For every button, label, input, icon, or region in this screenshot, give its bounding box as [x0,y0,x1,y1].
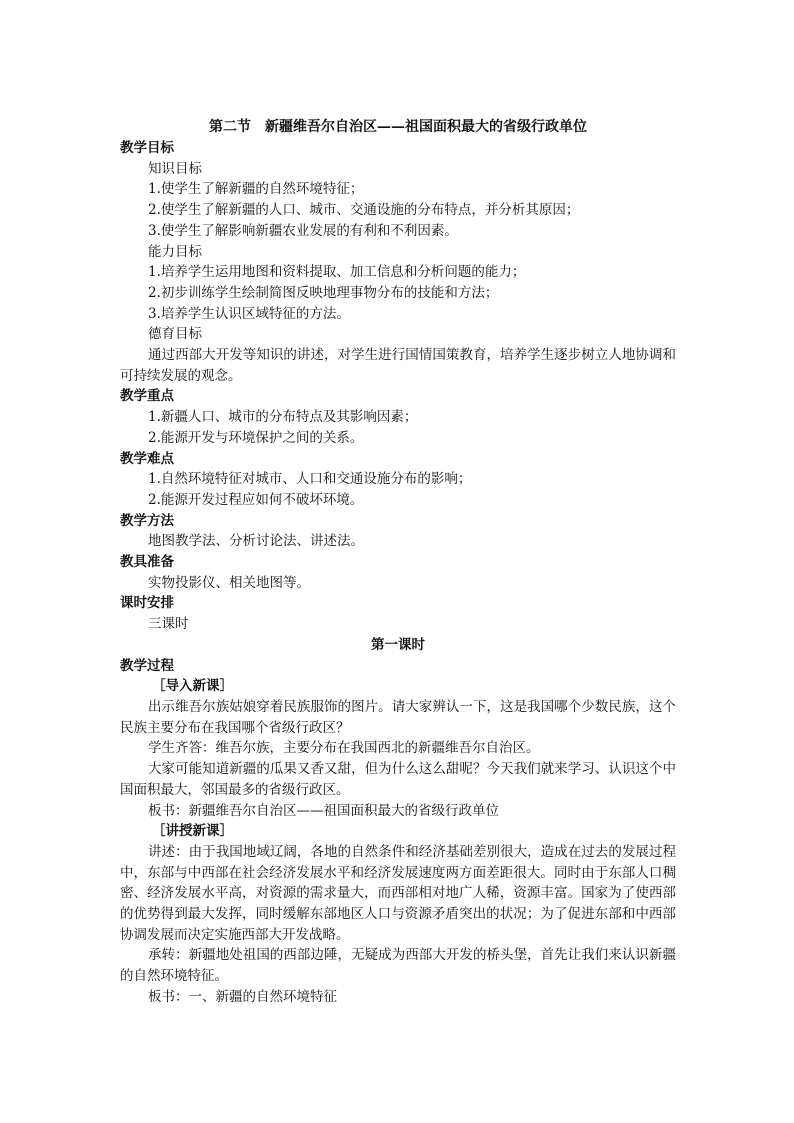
difficulty-item: 2.能源开发过程应如何不破坏环境。 [148,491,364,508]
heading-difficulties: 教学难点 [120,450,174,467]
intro-label: ［导入新课］ [152,678,233,695]
intro-paragraph: 出示维吾尔族姑娘穿着民族服饰的图片。请大家辨认一下，这是我国哪个少数民族，这个民族主要分布在我国哪个省级行政区？ [120,698,676,736]
difficulty-item: 1.自然环境特征对城市、人口和交通设施分布的影响； [148,471,472,488]
knowledge-goal-item: 2.使学生了解新疆的人口、城市、交通设施的分布特点，并分析其原因； [148,202,580,219]
subheading-knowledge-goals: 知识目标 [148,160,202,177]
key-point-item: 2.能源开发与环境保护之间的关系。 [148,429,364,446]
heading-methods: 教学方法 [120,512,174,529]
subheading-ability-goals: 能力目标 [148,243,202,260]
intro-paragraph: 大家可能知道新疆的瓜果又香又甜，但为什么这么甜呢？今天我们就来学习、认识这个中国面积最大，邻国最多的省级行政区。 [120,761,676,798]
lesson-one-heading: 第一课时 [371,636,425,653]
moral-goal-text: 通过西部大开发等知识的讲述，对学生进行国情国策教育，培养学生逐步树立人地协调和可持续发展的观念。 [120,347,676,384]
knowledge-goal-item: 1.使学生了解新疆的自然环境特征； [148,181,364,198]
subheading-moral-goals: 德育目标 [148,326,202,343]
schedule-text: 三课时 [148,616,189,633]
heading-teaching-process: 教学过程 [120,657,174,674]
knowledge-goal-item: 3.使学生了解影响新疆农业发展的有利和不利因素。 [148,222,458,239]
heading-teaching-goals: 教学目标 [120,140,174,156]
heading-key-points: 教学重点 [120,388,174,405]
new-lesson-paragraph: 承转：新疆地处祖国的西部边陲，无疑成为西部大开发的桥头堡，首先让我们来认识新疆的自然环境特征。 [120,947,676,985]
ability-goal-item: 1.培养学生运用地图和资料提取、加工信息和分析问题的能力； [148,264,526,281]
ability-goal-item: 2.初步训练学生绘制简图反映地理事物分布的技能和方法； [148,284,499,301]
intro-paragraph: 板书：新疆维吾尔自治区——祖国面积最大的省级行政单位 [148,802,499,819]
ability-goal-item: 3.培养学生认识区域特征的方法。 [148,305,350,322]
document-title: 第二节 新疆维吾尔自治区——祖国面积最大的省级行政单位 [209,119,587,135]
tools-text: 实物投影仪、相关地图等。 [148,574,310,591]
heading-schedule: 课时安排 [120,595,174,612]
intro-paragraph: 学生齐答：维吾尔族，主要分布在我国西北的新疆维吾尔自治区。 [148,740,540,757]
new-lesson-label: ［讲授新课］ [152,823,233,840]
key-point-item: 1.新疆人口、城市的分布特点及其影响因素； [148,409,418,426]
document-page [120,117,676,1008]
new-lesson-paragraph: 讲述：由于我国地域辽阔，各地的自然条件和经济基础差别很大，造成在过去的发展过程中，东部与中西部在社会经济发展水平和经济发展速度两方面差距很大。同时由于东部人口稠密、经济发展水平高，对资源的需求量大，而西部相对地广人稀，资源丰富。国家为了使西部的优势得到最大发挥，同时缓解东部地区人口与资源矛盾突出的状况；为了促进东部和中西部协调发展而决定实施西部大开发战略。 [120,843,676,943]
heading-tools: 教具准备 [120,554,174,571]
new-lesson-paragraph: 板书：一、新疆的自然环境特征 [148,988,337,1005]
methods-text: 地图教学法、分析讨论法、讲述法。 [148,533,364,550]
